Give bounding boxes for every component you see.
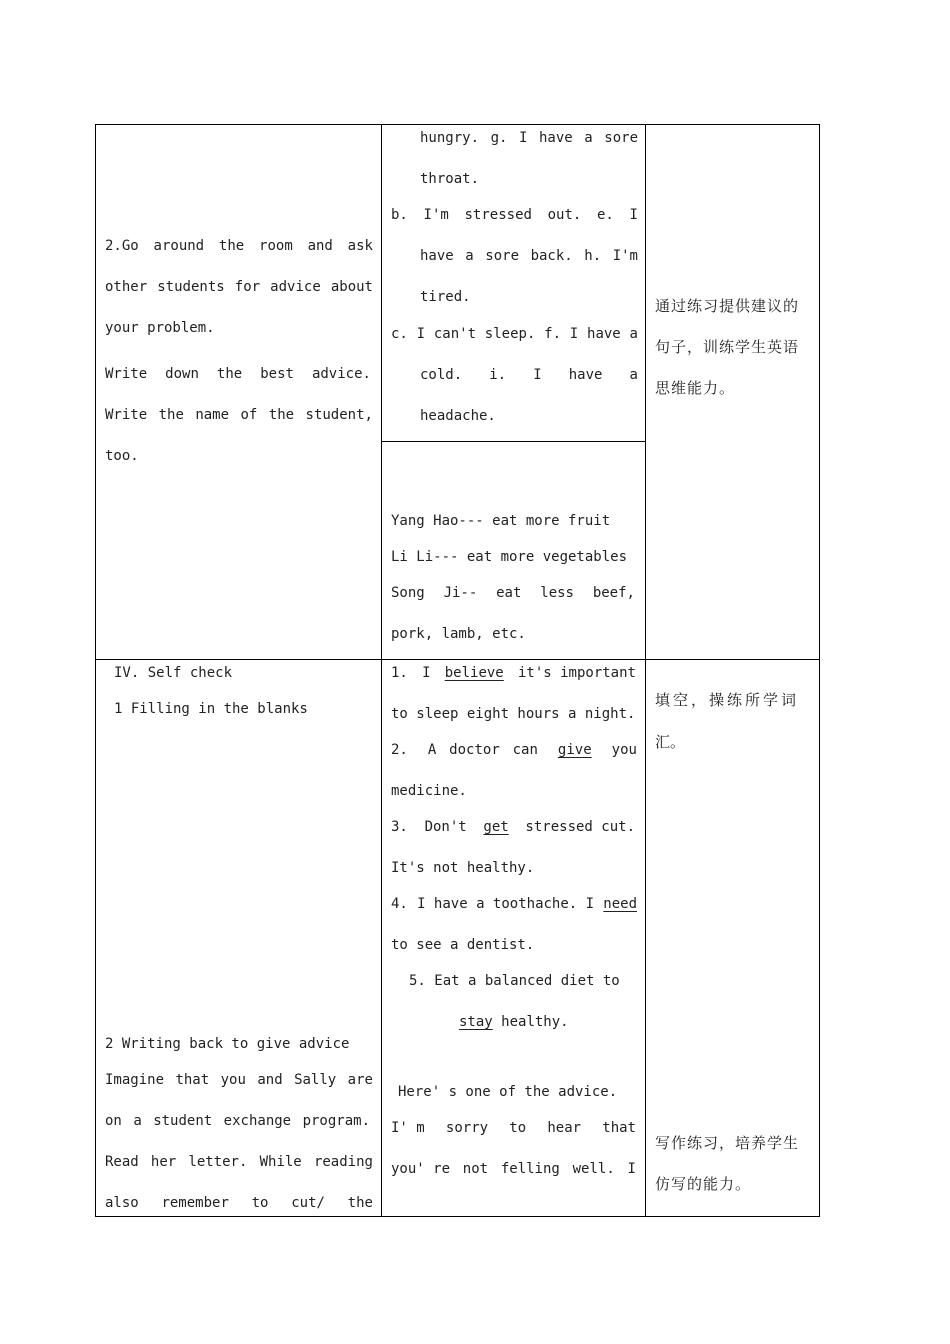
word: her	[150, 1154, 177, 1170]
blank-answer: believe	[444, 665, 504, 681]
item-number: 3.	[391, 819, 408, 835]
word: that	[602, 1120, 636, 1136]
word: a	[133, 1113, 142, 1129]
word: have	[587, 326, 621, 342]
word: exchange	[223, 1113, 292, 1129]
word: eat	[496, 585, 522, 601]
word: pork, lamb, etc.	[391, 626, 526, 642]
blank-answer: get	[483, 819, 509, 835]
section-heading: IV. Self check	[114, 665, 233, 681]
text-line	[391, 1120, 636, 1136]
word: to	[251, 1195, 269, 1211]
word: b.	[391, 207, 408, 223]
word: 2.Go	[105, 238, 139, 254]
word: not	[462, 1161, 489, 1177]
blank-answer: stay	[459, 1014, 493, 1030]
blank-item-3	[391, 819, 635, 835]
text-line	[420, 248, 638, 264]
word: a	[465, 248, 474, 264]
word: cold.	[420, 367, 463, 383]
text-after: stressed cut.	[525, 819, 635, 835]
text-line	[420, 171, 479, 187]
word: cut/	[291, 1195, 325, 1211]
blank-answer: need	[603, 896, 637, 912]
text-line: 写作练习，培养学生	[655, 1134, 800, 1152]
text-after: you	[611, 742, 637, 758]
word: I	[629, 207, 638, 223]
word: your problem.	[105, 320, 215, 336]
text-line	[105, 407, 373, 423]
text-line	[105, 320, 215, 336]
word: I'm	[423, 207, 449, 223]
word: I	[569, 326, 579, 342]
word: best	[260, 366, 294, 382]
table-right-border	[819, 124, 820, 1216]
word: Write	[105, 366, 148, 382]
word: headache.	[420, 408, 496, 424]
text-line: 思维能力。	[655, 379, 736, 397]
word: f.	[544, 326, 562, 342]
text-before: Eat a balanced diet to	[434, 973, 620, 989]
text-line	[420, 289, 471, 305]
word: advice.	[311, 366, 371, 382]
word: h.	[584, 248, 602, 264]
word: of	[240, 407, 258, 423]
word: Song	[391, 585, 425, 601]
word: and	[257, 1072, 283, 1088]
word: I	[416, 326, 426, 342]
word: and	[307, 238, 333, 254]
item-number: 1.	[391, 665, 408, 681]
word: throat.	[420, 171, 480, 187]
word: felling	[500, 1161, 560, 1177]
word: i.	[489, 367, 507, 383]
word: ask	[347, 238, 373, 254]
word: sore	[485, 248, 519, 264]
word: have	[568, 367, 603, 383]
text-line	[105, 279, 373, 295]
item-number: 4.	[391, 896, 408, 912]
word: letter.	[188, 1154, 248, 1170]
word: Read	[105, 1154, 139, 1170]
word: the	[218, 238, 245, 254]
text-line: It's not healthy.	[391, 860, 535, 876]
word: have	[539, 130, 573, 146]
blank-answer: give	[557, 742, 592, 758]
table-row-divider	[95, 659, 820, 660]
column-divider-2	[645, 124, 646, 1216]
word: the	[216, 366, 243, 382]
text-before: A doctor can	[427, 742, 538, 758]
text-after: healthy.	[501, 1014, 569, 1030]
word: also	[105, 1195, 139, 1211]
word: to	[509, 1120, 527, 1136]
item-number: 2.	[391, 742, 408, 758]
word: advice	[270, 279, 321, 295]
word: 2 Writing back to give advice	[105, 1036, 350, 1052]
word: Li Li--- eat more vegetables	[391, 549, 628, 565]
word: other	[105, 279, 148, 295]
text-line	[391, 585, 635, 601]
word: reading	[313, 1154, 373, 1170]
word: tired.	[420, 289, 471, 305]
text-line: 通过练习提供建议的	[655, 297, 800, 315]
word: are	[347, 1072, 373, 1088]
text-line: 填空，操练所学词	[655, 691, 800, 709]
word: student,	[305, 407, 373, 423]
word: stressed	[464, 207, 532, 223]
word: well.	[572, 1161, 615, 1177]
text-line	[391, 207, 638, 223]
word: about	[330, 279, 373, 295]
text-line	[105, 366, 371, 382]
word: While	[259, 1154, 302, 1170]
table-top-border	[95, 124, 820, 125]
section-subheading: 1 Filling in the blanks	[114, 701, 308, 717]
text-line: medicine.	[391, 783, 467, 799]
text-before: I	[422, 665, 431, 681]
text-line	[420, 130, 638, 146]
text-after: it's important	[517, 665, 636, 681]
word: Yang Hao--- eat more fruit	[391, 513, 611, 529]
text-line	[420, 367, 638, 383]
word: for	[234, 279, 261, 295]
text-line	[391, 549, 627, 565]
table-left-border	[95, 124, 96, 1216]
word: Ji--	[443, 585, 478, 601]
word: a	[629, 326, 638, 342]
text-line	[105, 448, 139, 464]
item-number: 5.	[409, 973, 426, 989]
word: Sally	[294, 1072, 337, 1088]
blank-item-2	[391, 742, 637, 758]
word: the	[158, 407, 184, 423]
word: hear	[547, 1120, 582, 1136]
text-line	[391, 1161, 636, 1177]
word: c.	[391, 326, 408, 342]
text-line	[391, 326, 638, 342]
blank-item-5-cont	[459, 1014, 569, 1030]
text-line	[391, 626, 526, 642]
word: less	[540, 585, 574, 601]
word: name	[195, 407, 230, 423]
text-line: 句子，训练学生英语	[655, 338, 800, 356]
word: sore	[604, 130, 638, 146]
word: back.	[530, 248, 573, 264]
sample-intro: Here' s one of the advice.	[398, 1084, 618, 1100]
word: sorry	[445, 1120, 489, 1136]
word: I	[519, 130, 528, 146]
word: hungry.	[420, 130, 480, 146]
word: I	[627, 1161, 636, 1177]
word: on	[105, 1113, 122, 1129]
blank-item-1	[391, 665, 636, 681]
word: sleep.	[484, 326, 536, 342]
word: you' re	[391, 1161, 451, 1177]
word: out.	[547, 207, 582, 223]
word: Imagine	[105, 1072, 165, 1088]
word: I' m	[391, 1120, 425, 1136]
text-before: Don't	[424, 819, 467, 835]
word: a	[629, 367, 638, 383]
word: around	[153, 238, 205, 254]
word: students	[157, 279, 225, 295]
word: I	[533, 367, 542, 383]
inner-cell-divider	[381, 441, 645, 442]
column-divider-1	[381, 124, 382, 1216]
text-line	[105, 1113, 370, 1129]
text-line	[391, 513, 610, 529]
table-bottom-border	[95, 1216, 820, 1217]
word: down	[165, 366, 199, 382]
word: the	[347, 1195, 373, 1211]
word: program.	[302, 1113, 370, 1129]
text-line: to see a dentist.	[391, 937, 535, 953]
text-line	[420, 408, 496, 424]
word: have	[420, 248, 454, 264]
word: you	[220, 1072, 246, 1088]
word: g.	[490, 130, 508, 146]
word: Write	[105, 407, 148, 423]
text-line	[105, 238, 373, 254]
text-line	[105, 1072, 373, 1088]
word: student	[153, 1113, 213, 1129]
text-line: to sleep eight hours a night.	[391, 706, 636, 722]
text-line	[105, 1036, 349, 1052]
blank-item-4	[391, 896, 637, 912]
word: can't	[433, 326, 477, 342]
word: the	[268, 407, 295, 423]
blank-item-5	[409, 973, 620, 989]
text-before: I have a toothache. I	[417, 896, 595, 912]
word: room	[259, 238, 293, 254]
word: a	[584, 130, 593, 146]
word: too.	[105, 448, 139, 464]
word: that	[175, 1072, 210, 1088]
text-line	[105, 1154, 373, 1170]
text-line: 仿写的能力。	[655, 1175, 752, 1193]
text-line: 汇。	[655, 733, 686, 751]
word: remember	[161, 1195, 229, 1211]
word: I'm	[612, 248, 638, 264]
word: e.	[597, 207, 614, 223]
word: beef,	[592, 585, 635, 601]
text-line	[105, 1195, 373, 1211]
